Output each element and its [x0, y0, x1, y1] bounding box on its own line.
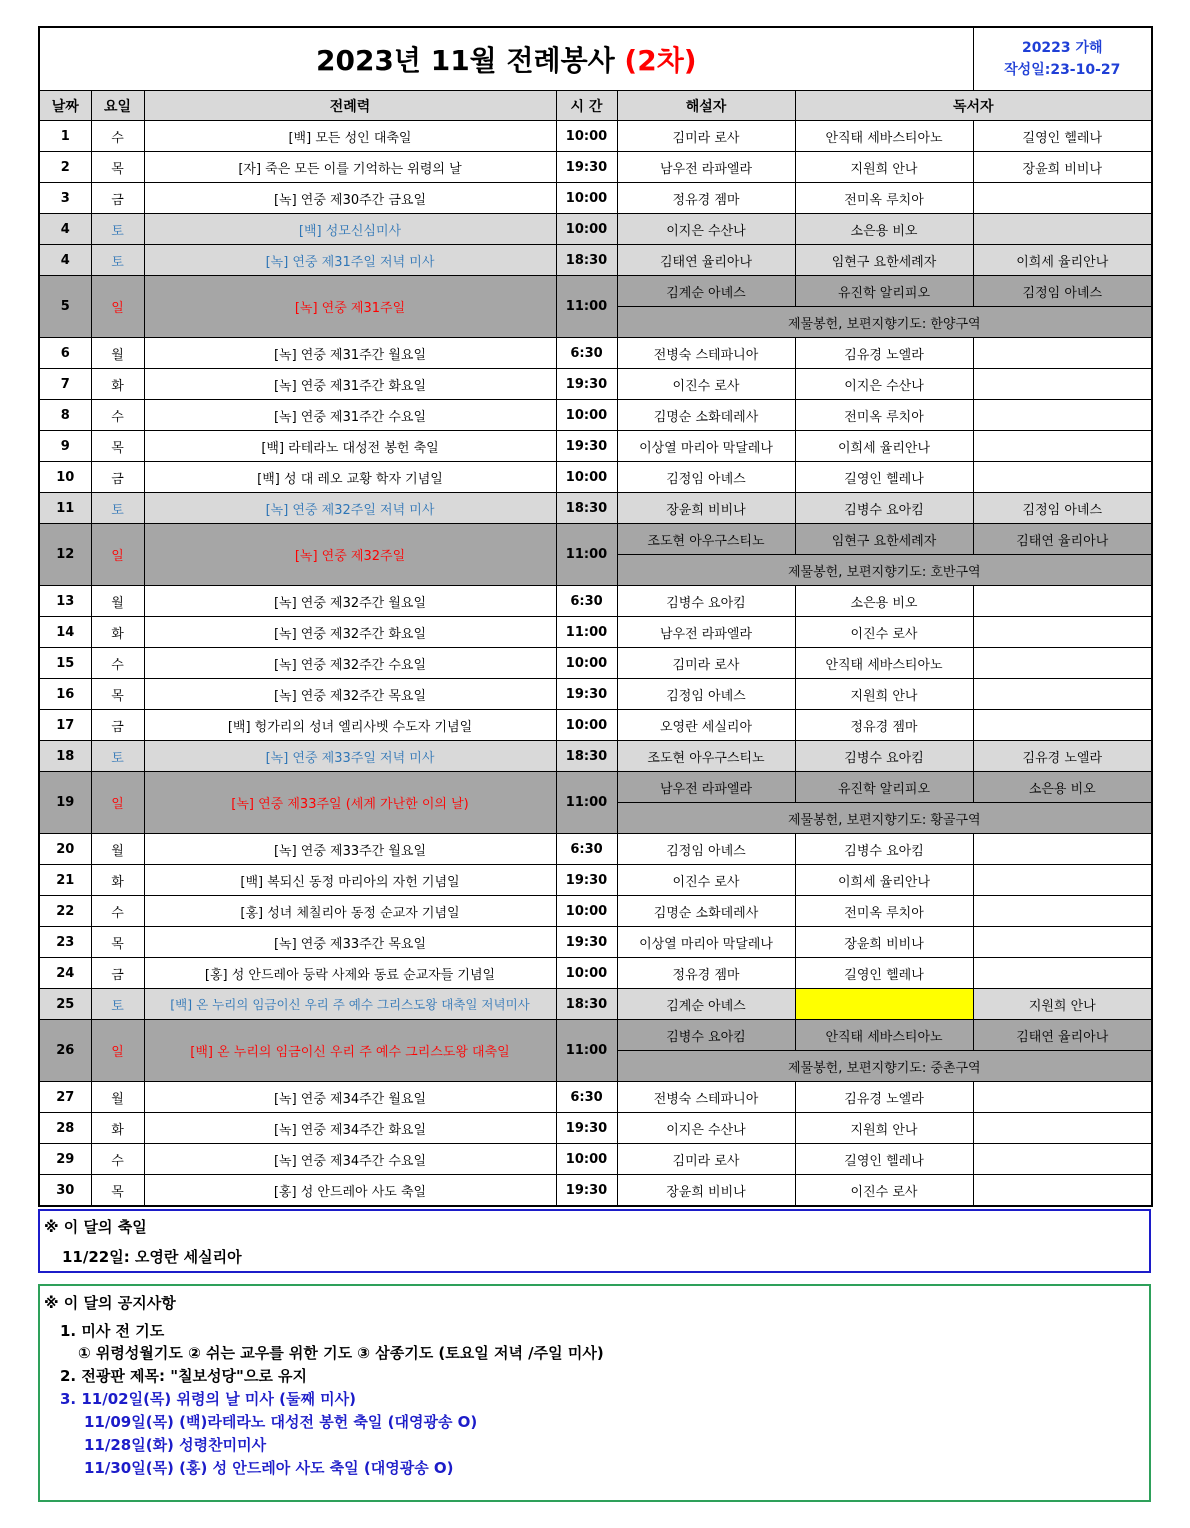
mass-time: 10:00	[556, 462, 617, 493]
commentator: 오영란 세실리아	[617, 710, 795, 741]
mass-time: 18:30	[556, 493, 617, 524]
day-of-week: 수	[91, 1144, 144, 1175]
reader-1: 안직태 세바스티아노	[795, 648, 973, 679]
mass-time: 10:00	[556, 121, 617, 152]
day-number: 17	[39, 710, 91, 741]
col-header-commentator: 해설자	[617, 91, 795, 121]
reader-1: 소은용 비오	[795, 586, 973, 617]
schedule-sheet	[38, 26, 1151, 1207]
schedule-row	[39, 431, 1152, 462]
mass-time: 10:00	[556, 710, 617, 741]
schedule-row	[39, 679, 1152, 710]
commentator: 김미라 로사	[617, 1144, 795, 1175]
day-of-week: 월	[91, 834, 144, 865]
reader-1: 전미옥 루치아	[795, 896, 973, 927]
col-header-dow: 요일	[91, 91, 144, 121]
mass-time: 19:30	[556, 152, 617, 183]
commentator: 김정임 아녜스	[617, 834, 795, 865]
day-number: 20	[39, 834, 91, 865]
day-of-week: 토	[91, 741, 144, 772]
reader-2: 장윤희 비비나	[973, 152, 1152, 183]
reader-2: 김태연 율리아나	[973, 1020, 1152, 1051]
day-number: 29	[39, 1144, 91, 1175]
title-row	[39, 27, 1152, 91]
day-number: 13	[39, 586, 91, 617]
mass-time: 10:00	[556, 958, 617, 989]
schedule-row	[39, 927, 1152, 958]
commentator: 장윤희 비비나	[617, 493, 795, 524]
schedule-row	[39, 710, 1152, 741]
day-of-week: 토	[91, 214, 144, 245]
feast-name: [녹] 연중 제31주일	[144, 276, 556, 338]
reader-1: 지원희 안나	[795, 679, 973, 710]
feast-name: [자] 죽은 모든 이를 기억하는 위령의 날	[144, 152, 556, 183]
reader-2: 소은용 비오	[973, 772, 1152, 803]
commentator: 조도현 아우구스티노	[617, 741, 795, 772]
schedule-row	[39, 1144, 1152, 1175]
commentator: 김정임 아녜스	[617, 462, 795, 493]
day-of-week: 수	[91, 121, 144, 152]
schedule-row	[39, 648, 1152, 679]
schedule-row	[39, 617, 1152, 648]
commentator: 김미라 로사	[617, 648, 795, 679]
mass-time: 6:30	[556, 1082, 617, 1113]
mass-time: 10:00	[556, 896, 617, 927]
reader-1: 이희세 율리안나	[795, 865, 973, 896]
notice-2: 2. 전광판 제목: "칠보성당"으로 유지	[60, 1367, 308, 1385]
mass-time: 18:30	[556, 989, 617, 1020]
schedule-row	[39, 400, 1152, 431]
day-number: 22	[39, 896, 91, 927]
mass-time: 19:30	[556, 369, 617, 400]
mass-time: 19:30	[556, 1113, 617, 1144]
reader-2	[973, 400, 1152, 431]
day-number: 4	[39, 214, 91, 245]
reader-1: 김병수 요아킴	[795, 834, 973, 865]
feast-name: [녹] 연중 제31주간 화요일	[144, 369, 556, 400]
schedule-row	[39, 121, 1152, 152]
column-header-row	[39, 91, 1152, 121]
schedule-row	[39, 958, 1152, 989]
feast-name: [녹] 연중 제34주간 수요일	[144, 1144, 556, 1175]
day-of-week: 일	[91, 276, 144, 338]
day-of-week: 월	[91, 1082, 144, 1113]
feast-name: [녹] 연중 제32주일	[144, 524, 556, 586]
reader-2	[973, 1175, 1152, 1207]
day-of-week: 수	[91, 648, 144, 679]
commentator: 정유경 젬마	[617, 958, 795, 989]
feast-name: [녹] 연중 제31주간 월요일	[144, 338, 556, 369]
day-of-week: 화	[91, 617, 144, 648]
commentator: 김태연 율리아나	[617, 245, 795, 276]
col-header-readers: 독서자	[795, 91, 1152, 121]
reader-2	[973, 617, 1152, 648]
feast-name: [녹] 연중 제34주간 화요일	[144, 1113, 556, 1144]
day-number: 24	[39, 958, 91, 989]
feast-name: [녹] 연중 제33주간 월요일	[144, 834, 556, 865]
day-of-week: 금	[91, 462, 144, 493]
day-of-week: 수	[91, 896, 144, 927]
commentator: 김명순 소화데레사	[617, 400, 795, 431]
schedule-row	[39, 896, 1152, 927]
feast-name: [녹] 연중 제31주간 수요일	[144, 400, 556, 431]
mass-time: 19:30	[556, 1175, 617, 1207]
mass-time: 18:30	[556, 741, 617, 772]
offering-note: 제물봉헌, 보편지향기도: 한양구역	[617, 307, 1152, 338]
reader-2	[973, 896, 1152, 927]
reader-2	[973, 958, 1152, 989]
feast-name: [녹] 연중 제32주간 월요일	[144, 586, 556, 617]
schedule-row	[39, 1175, 1152, 1207]
reader-2	[973, 462, 1152, 493]
mass-time: 6:30	[556, 586, 617, 617]
commentator: 김정임 아녜스	[617, 679, 795, 710]
reader-1: 지원희 안나	[795, 152, 973, 183]
schedule-table	[38, 26, 1153, 1207]
commentator: 김미라 로사	[617, 121, 795, 152]
reader-1: 김병수 요아킴	[795, 741, 973, 772]
feast-name: [백] 모든 성인 대축일	[144, 121, 556, 152]
reader-1: 김병수 요아킴	[795, 493, 973, 524]
feast-name: [녹] 연중 제31주일 저녁 미사	[144, 245, 556, 276]
schedule-row	[39, 338, 1152, 369]
reader-2	[973, 338, 1152, 369]
day-number: 14	[39, 617, 91, 648]
reader-1: 이지은 수산나	[795, 369, 973, 400]
day-number: 15	[39, 648, 91, 679]
mass-time: 19:30	[556, 865, 617, 896]
schedule-row	[39, 245, 1152, 276]
day-of-week: 토	[91, 245, 144, 276]
mass-time: 18:30	[556, 245, 617, 276]
reader-2	[973, 586, 1152, 617]
mass-time: 11:00	[556, 617, 617, 648]
reader-1: 김유경 노엘라	[795, 1082, 973, 1113]
commentator: 전병숙 스테파니아	[617, 1082, 795, 1113]
reader-2	[973, 648, 1152, 679]
day-of-week: 일	[91, 524, 144, 586]
commentator: 김병수 요아킴	[617, 586, 795, 617]
reader-1: 유진학 알리피오	[795, 772, 973, 803]
meta-year: 20223 가해	[1021, 40, 1103, 56]
day-of-week: 수	[91, 400, 144, 431]
mass-time: 11:00	[556, 276, 617, 338]
feast-name: [녹] 연중 제33주간 목요일	[144, 927, 556, 958]
feast-name: [백] 복되신 동정 마리아의 자헌 기념일	[144, 865, 556, 896]
mass-time: 10:00	[556, 183, 617, 214]
day-number: 11	[39, 493, 91, 524]
celebration-item: 11/22일: 오영란 세실리아	[62, 1248, 242, 1266]
meta-written-date: 작성일:23-10-27	[1004, 62, 1121, 78]
feast-name: [백] 성모신심미사	[144, 214, 556, 245]
notice-1-detail: ① 위령성월기도 ② 쉬는 교우를 위한 기도 ③ 삼종기도 (토요일 저녁 /주일 미사)	[78, 1344, 604, 1362]
commentator: 정유경 젬마	[617, 183, 795, 214]
reader-1: 안직태 세바스티아노	[795, 1020, 973, 1051]
commentator: 전병숙 스테파니아	[617, 338, 795, 369]
day-number: 28	[39, 1113, 91, 1144]
commentator: 이지은 수산나	[617, 214, 795, 245]
schedule-row	[39, 524, 1152, 555]
day-of-week: 화	[91, 865, 144, 896]
notice-3-item-3: 11/28일(화) 성령찬미미사	[84, 1436, 267, 1454]
day-number: 4	[39, 245, 91, 276]
schedule-row	[39, 989, 1152, 1020]
mass-time: 6:30	[556, 834, 617, 865]
mass-time: 10:00	[556, 214, 617, 245]
reader-1: 전미옥 루치아	[795, 400, 973, 431]
reader-2: 지원희 안나	[973, 989, 1152, 1020]
reader-1: 이진수 로사	[795, 1175, 973, 1207]
mass-time: 10:00	[556, 400, 617, 431]
col-header-time: 시 간	[556, 91, 617, 121]
day-of-week: 토	[91, 989, 144, 1020]
day-number: 5	[39, 276, 91, 338]
day-number: 10	[39, 462, 91, 493]
reader-2	[973, 927, 1152, 958]
schedule-row	[39, 493, 1152, 524]
day-number: 8	[39, 400, 91, 431]
commentator: 남우전 라파엘라	[617, 152, 795, 183]
mass-time: 6:30	[556, 338, 617, 369]
reader-1: 임현구 요한세례자	[795, 524, 973, 555]
feast-name: [백] 성 대 레오 교황 학자 기념일	[144, 462, 556, 493]
day-number: 30	[39, 1175, 91, 1207]
schedule-row	[39, 772, 1152, 803]
reader-2	[973, 214, 1152, 245]
reader-2	[973, 679, 1152, 710]
feast-name: [녹] 연중 제32주간 수요일	[144, 648, 556, 679]
schedule-row	[39, 214, 1152, 245]
notice-1: 1. 미사 전 기도	[60, 1322, 165, 1340]
reader-2	[973, 1082, 1152, 1113]
schedule-row	[39, 1113, 1152, 1144]
day-number: 23	[39, 927, 91, 958]
mass-time: 11:00	[556, 1020, 617, 1082]
feast-name: [백] 온 누리의 임금이신 우리 주 예수 그리스도왕 대축일	[144, 1020, 556, 1082]
commentator: 이진수 로사	[617, 865, 795, 896]
commentator: 이지은 수산나	[617, 1113, 795, 1144]
feast-name: [녹] 연중 제33주일 저녁 미사	[144, 741, 556, 772]
feast-name: [녹] 연중 제32주일 저녁 미사	[144, 493, 556, 524]
day-number: 26	[39, 1020, 91, 1082]
mass-time: 19:30	[556, 679, 617, 710]
feast-name: [백] 온 누리의 임금이신 우리 주 예수 그리스도왕 대축일 저녁미사	[144, 989, 556, 1020]
mass-time: 19:30	[556, 927, 617, 958]
reader-1: 길영인 헬레나	[795, 462, 973, 493]
feast-name: [녹] 연중 제32주간 화요일	[144, 617, 556, 648]
reader-2: 이희세 율리안나	[973, 245, 1152, 276]
schedule-row	[39, 586, 1152, 617]
reader-2: 김유경 노엘라	[973, 741, 1152, 772]
offering-note: 제물봉헌, 보편지향기도: 중촌구역	[617, 1051, 1152, 1082]
reader-2	[973, 865, 1152, 896]
celebration-heading: ※ 이 달의 축일	[44, 1218, 147, 1236]
reader-1: 안직태 세바스티아노	[795, 121, 973, 152]
day-of-week: 금	[91, 710, 144, 741]
commentator: 이상열 마리아 막달레나	[617, 431, 795, 462]
day-of-week: 목	[91, 152, 144, 183]
reader-1: 장윤희 비비나	[795, 927, 973, 958]
day-number: 12	[39, 524, 91, 586]
schedule-row	[39, 741, 1152, 772]
commentator: 김명순 소화데레사	[617, 896, 795, 927]
day-of-week: 목	[91, 1175, 144, 1207]
reader-2: 김태연 율리아나	[973, 524, 1152, 555]
schedule-row	[39, 183, 1152, 214]
day-number: 3	[39, 183, 91, 214]
day-of-week: 목	[91, 927, 144, 958]
schedule-row	[39, 152, 1152, 183]
mass-time: 10:00	[556, 1144, 617, 1175]
day-number: 9	[39, 431, 91, 462]
commentator: 남우전 라파엘라	[617, 772, 795, 803]
reader-2	[973, 1113, 1152, 1144]
day-number: 18	[39, 741, 91, 772]
reader-1: 김유경 노엘라	[795, 338, 973, 369]
day-of-week: 화	[91, 369, 144, 400]
reader-2	[973, 834, 1152, 865]
commentator: 장윤희 비비나	[617, 1175, 795, 1207]
day-number: 25	[39, 989, 91, 1020]
title-main: 2023년 11월 전례봉사	[315, 44, 625, 77]
reader-2: 김정임 아녜스	[973, 493, 1152, 524]
feast-name: [홍] 성녀 체칠리아 동정 순교자 기념일	[144, 896, 556, 927]
mass-time: 10:00	[556, 648, 617, 679]
day-of-week: 금	[91, 183, 144, 214]
col-header-day: 날짜	[39, 91, 91, 121]
feast-name: [녹] 연중 제34주간 월요일	[144, 1082, 556, 1113]
day-number: 27	[39, 1082, 91, 1113]
commentator: 남우전 라파엘라	[617, 617, 795, 648]
schedule-row	[39, 462, 1152, 493]
reader-1: 소은용 비오	[795, 214, 973, 245]
day-number: 2	[39, 152, 91, 183]
reader-2	[973, 183, 1152, 214]
reader-2	[973, 369, 1152, 400]
schedule-row	[39, 865, 1152, 896]
page-title	[39, 27, 973, 91]
feast-name: [백] 라테라노 대성전 봉헌 축일	[144, 431, 556, 462]
offering-note: 제물봉헌, 보편지향기도: 호반구역	[617, 555, 1152, 586]
notice-3: 3. 11/02일(목) 위령의 날 미사 (둘째 미사)	[60, 1390, 356, 1408]
day-of-week: 월	[91, 338, 144, 369]
celebration-box	[38, 1209, 1151, 1273]
notices-box	[38, 1284, 1151, 1502]
feast-name: [녹] 연중 제32주간 목요일	[144, 679, 556, 710]
reader-1: 전미옥 루치아	[795, 183, 973, 214]
commentator: 김계순 아녜스	[617, 989, 795, 1020]
mass-time: 11:00	[556, 772, 617, 834]
day-number: 7	[39, 369, 91, 400]
schedule-row	[39, 1082, 1152, 1113]
feast-name: [백] 헝가리의 성녀 엘리사벳 수도자 기념일	[144, 710, 556, 741]
mass-time: 11:00	[556, 524, 617, 586]
schedule-row	[39, 834, 1152, 865]
title-accent: (2차)	[624, 44, 697, 77]
reader-1	[795, 989, 973, 1020]
commentator: 조도현 아우구스티노	[617, 524, 795, 555]
feast-name: [홍] 성 안드레아 둥락 사제와 동료 순교자들 기념일	[144, 958, 556, 989]
reader-2: 길영인 헬레나	[973, 121, 1152, 152]
feast-name: [녹] 연중 제30주간 금요일	[144, 183, 556, 214]
mass-time: 19:30	[556, 431, 617, 462]
day-number: 6	[39, 338, 91, 369]
day-of-week: 일	[91, 1020, 144, 1082]
reader-1: 유진학 알리피오	[795, 276, 973, 307]
day-of-week: 일	[91, 772, 144, 834]
commentator: 이진수 로사	[617, 369, 795, 400]
day-of-week: 목	[91, 431, 144, 462]
reader-1: 길영인 헬레나	[795, 1144, 973, 1175]
commentator: 김병수 요아킴	[617, 1020, 795, 1051]
notice-3-item-2: 11/09일(목) (백)라테라노 대성전 봉헌 축일 (대영광송 O)	[84, 1413, 478, 1431]
notices-heading: ※ 이 달의 공지사항	[44, 1294, 176, 1312]
day-of-week: 월	[91, 586, 144, 617]
day-number: 19	[39, 772, 91, 834]
day-of-week: 목	[91, 679, 144, 710]
reader-1: 정유경 젬마	[795, 710, 973, 741]
commentator: 김계순 아녜스	[617, 276, 795, 307]
day-number: 21	[39, 865, 91, 896]
meta-cell	[973, 27, 1152, 91]
day-number: 1	[39, 121, 91, 152]
reader-1: 길영인 헬레나	[795, 958, 973, 989]
day-of-week: 금	[91, 958, 144, 989]
notice-3-item-4: 11/30일(목) (홍) 성 안드레아 사도 축일 (대영광송 O)	[84, 1459, 454, 1477]
feast-name: [홍] 성 안드레아 사도 축일	[144, 1175, 556, 1207]
reader-1: 임현구 요한세례자	[795, 245, 973, 276]
schedule-row	[39, 276, 1152, 307]
feast-name: [녹] 연중 제33주일 (세계 가난한 이의 날)	[144, 772, 556, 834]
reader-1: 이희세 율리안나	[795, 431, 973, 462]
reader-1: 이진수 로사	[795, 617, 973, 648]
commentator: 이상열 마리아 막달레나	[617, 927, 795, 958]
day-of-week: 토	[91, 493, 144, 524]
reader-1: 지원희 안나	[795, 1113, 973, 1144]
reader-2	[973, 431, 1152, 462]
day-of-week: 화	[91, 1113, 144, 1144]
reader-2	[973, 1144, 1152, 1175]
schedule-row	[39, 1020, 1152, 1051]
schedule-row	[39, 369, 1152, 400]
day-number: 16	[39, 679, 91, 710]
col-header-feast: 전례력	[144, 91, 556, 121]
reader-2	[973, 710, 1152, 741]
offering-note: 제물봉헌, 보편지향기도: 황골구역	[617, 803, 1152, 834]
reader-2: 김정임 아녜스	[973, 276, 1152, 307]
